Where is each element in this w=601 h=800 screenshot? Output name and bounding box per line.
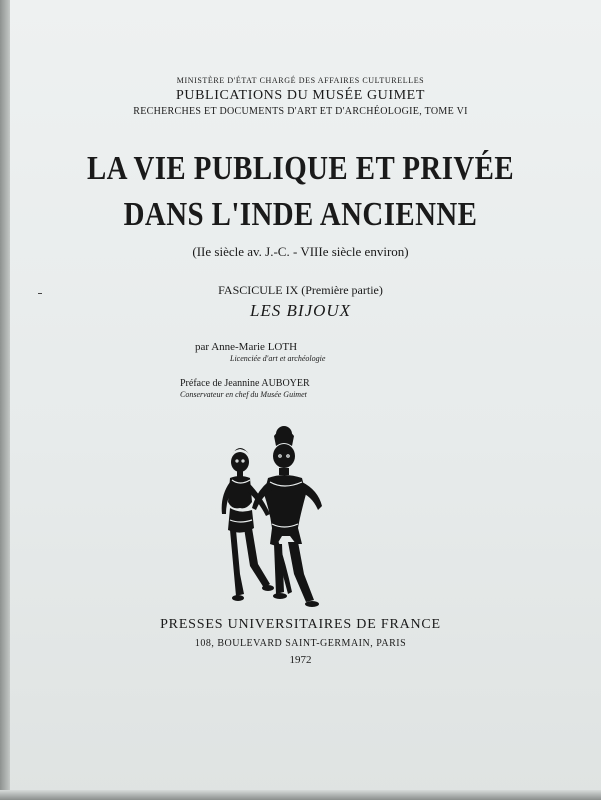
fascicule-label: FASCICULE IX (Première partie) bbox=[218, 283, 383, 297]
preface-block bbox=[180, 378, 460, 399]
book-title-line-2: DANS L'INDE ANCIENNE bbox=[123, 196, 478, 233]
page-edge-bottom bbox=[0, 790, 601, 800]
period-subtitle: (IIe siècle av. J.-C. - VIIIe siècle environ) bbox=[192, 244, 409, 259]
author-block bbox=[195, 341, 455, 363]
publisher-name: PRESSES UNIVERSITAIRES DE FRANCE bbox=[160, 617, 441, 632]
book-title-line-1: LA VIE PUBLIQUE ET PRIVÉE bbox=[86, 150, 515, 187]
publication-year: 1972 bbox=[289, 654, 312, 666]
author-byline: par Anne-Marie LOTH bbox=[195, 341, 298, 353]
series-subtitle: RECHERCHES ET DOCUMENTS D'ART ET D'ARCHÉOLOGIE, TOME VI bbox=[133, 106, 468, 117]
page-edge-left bbox=[0, 0, 10, 800]
series-title: PUBLICATIONS DU MUSÉE GUIMET bbox=[176, 88, 425, 103]
ministry-line: MINISTÈRE D'ÉTAT CHARGÉ DES AFFAIRES CULTURELLES bbox=[176, 76, 425, 85]
dancing-figures-illustration bbox=[218, 424, 338, 612]
preface-byline: Préface de Jeannine AUBOYER bbox=[180, 378, 310, 389]
publisher-address: 108, BOULEVARD SAINT-GERMAIN, PARIS bbox=[194, 638, 407, 649]
volume-subject: LES BIJOUX bbox=[249, 301, 352, 320]
author-credentials: Licenciée d'art et archéologie bbox=[230, 354, 326, 363]
preface-role: Conservateur en chef du Musée Guimet bbox=[180, 390, 307, 399]
